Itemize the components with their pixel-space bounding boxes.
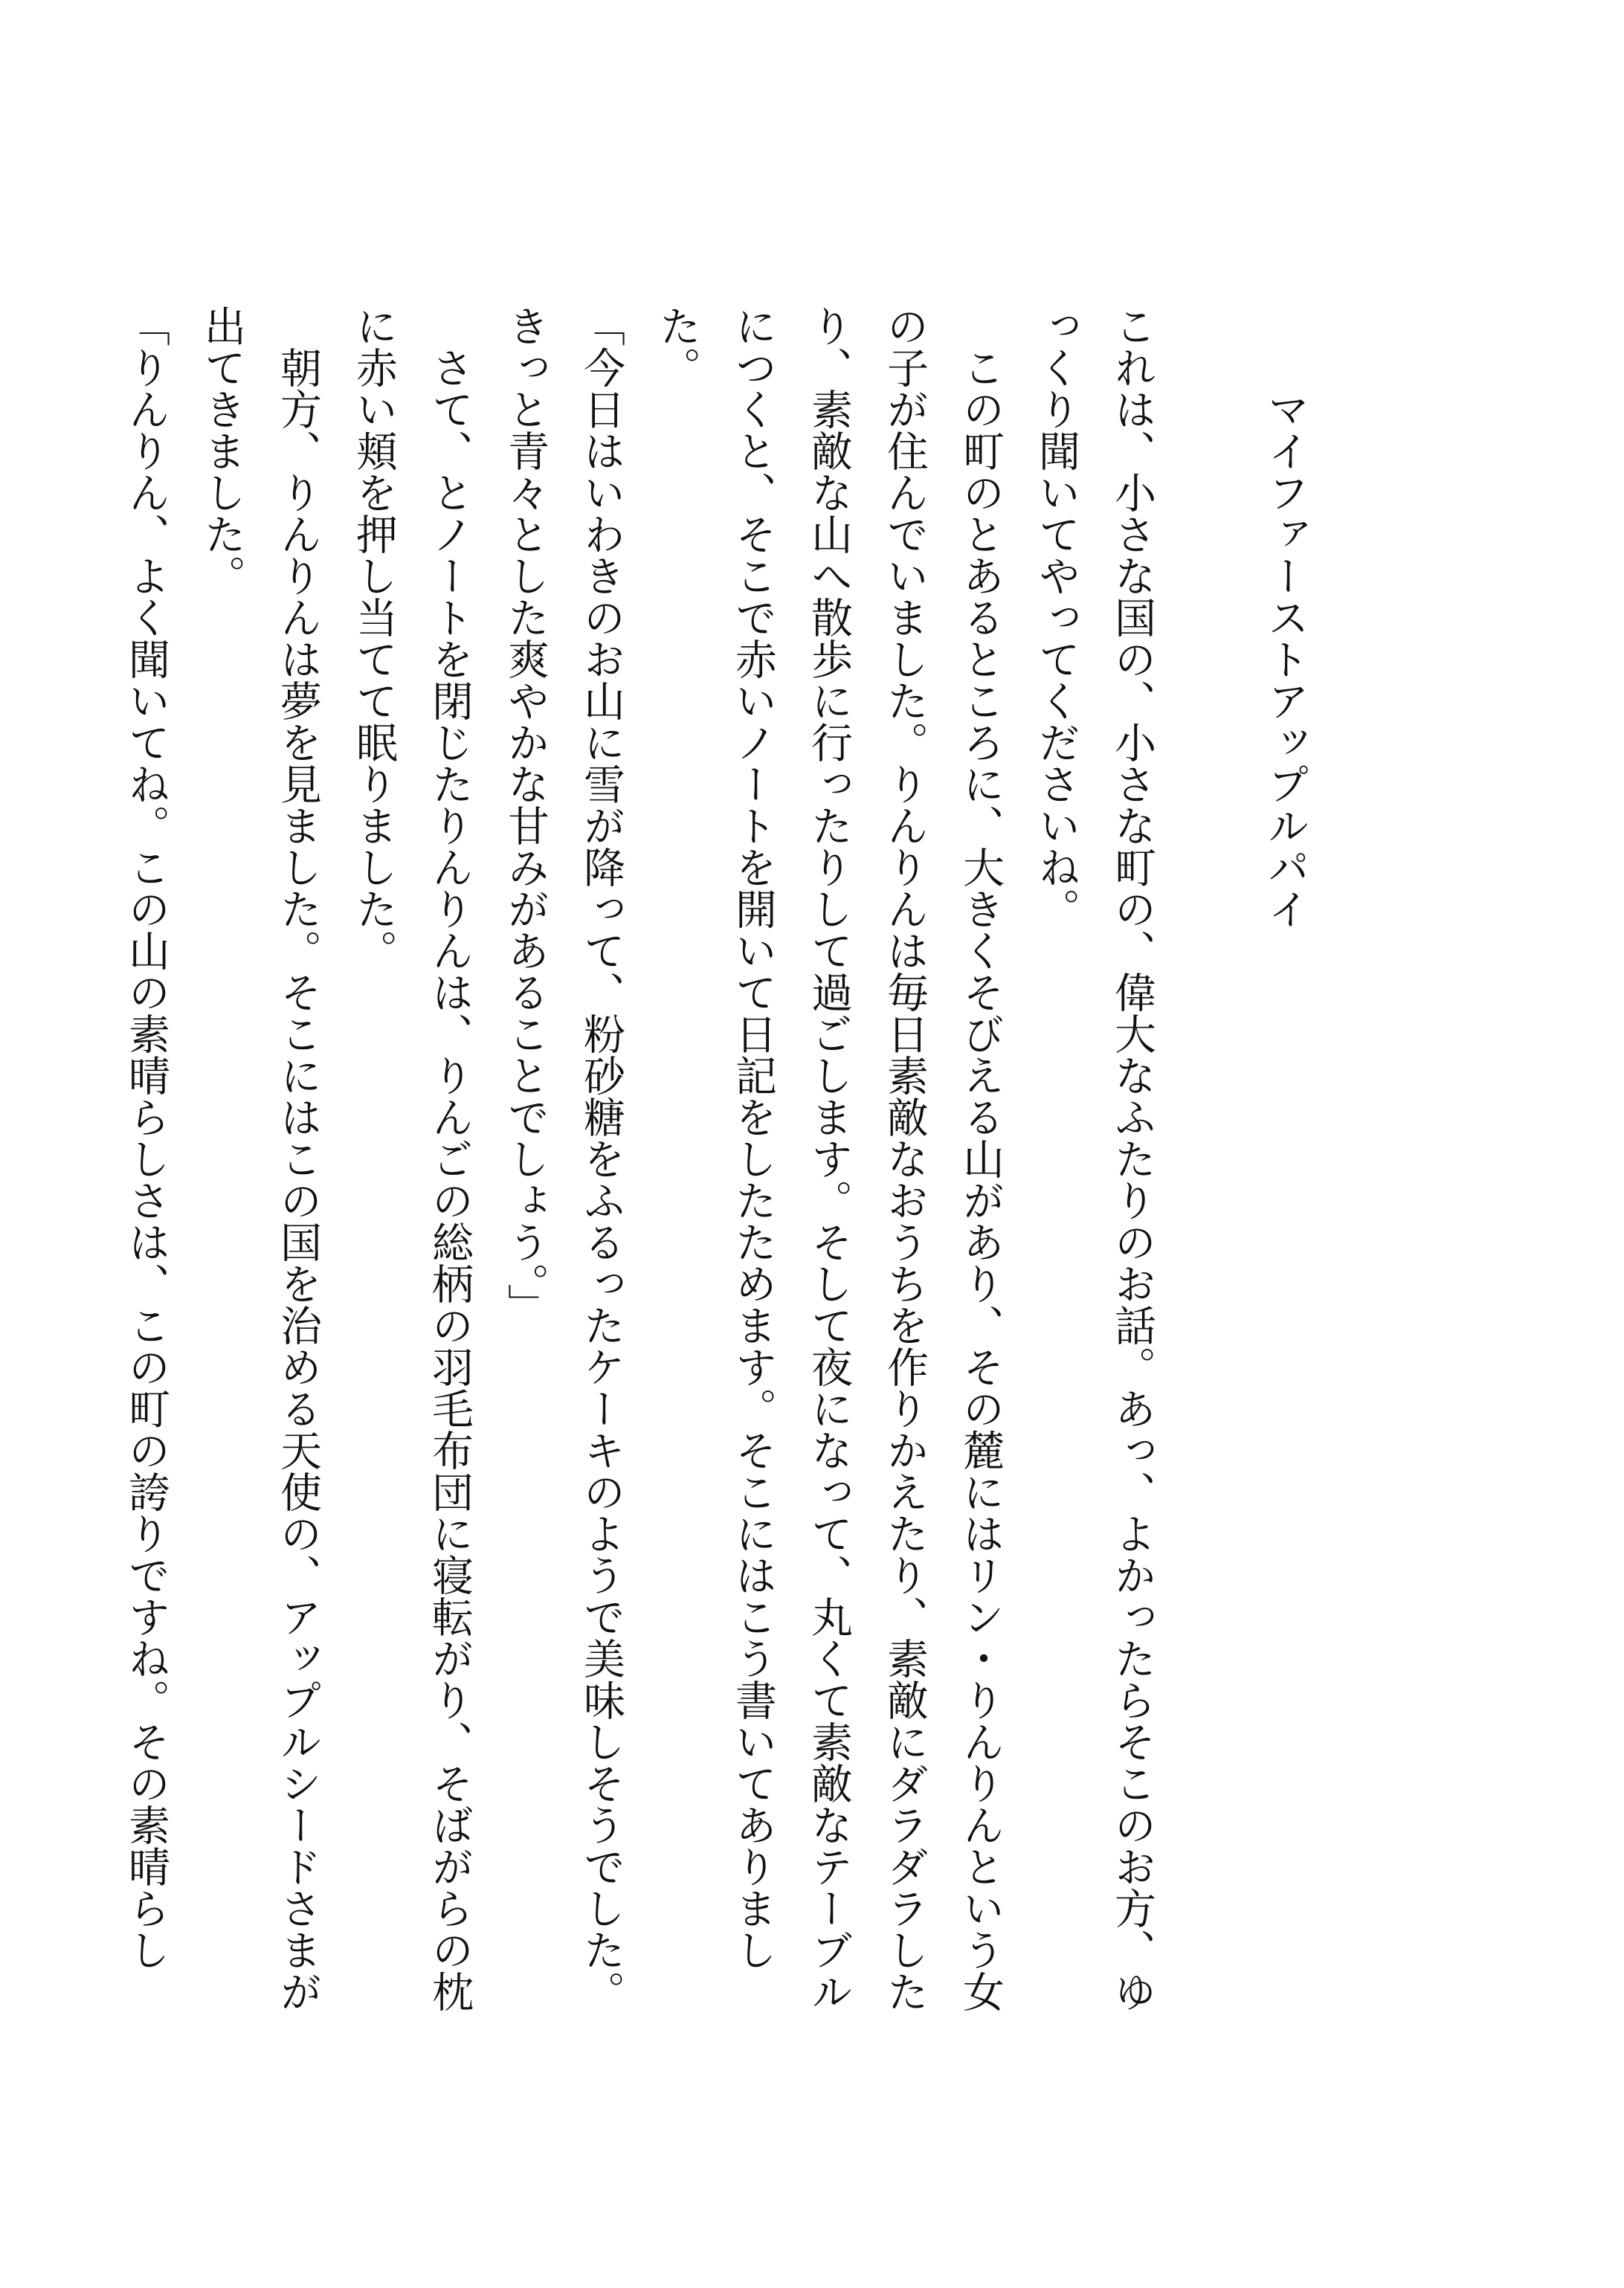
paragraph-6: 「りんりん、よく聞いてね。この山の素晴らしさは、この町の誇りですね。その素晴らし — [122, 305, 170, 1970]
paragraph-5: 朝方、りんりんは夢を見ました。そこにはこの国を治める天使の、アップルシードさまが出てきました。 — [198, 305, 322, 2012]
paragraph-4: さて、とノートを閉じたりんりんは、りんごの総柄の羽毛布団に寝転がり、そばがらの枕に赤い頬を押し当てて眠りました。 — [349, 305, 474, 2012]
paragraph-1: これは、小さな国の、小さな町の、偉大なふたりのお話。あっ、よかったらそこのお方、ゆっくり聞いてやってくださいね。 — [1032, 305, 1156, 2012]
vertical-text-block — [108, 305, 1323, 2030]
paragraph-3: 「今日はいわきのお山に雪が降って、粉砂糖をふるったケーキのようで美味しそうでした。きっと青々とした爽やかな甘みがあることでしょう。」 — [501, 305, 625, 2012]
story-title: マイファーストアップルパイ — [1261, 388, 1309, 929]
paragraph-2: この町のとあるところに、大きくそびえる山があり、その麓にはリン・りんりんという女の子が住んでいました。りんりんは毎日素敵なおうちを作りかえたり、素敵にダラダラしたり、素敵な山へ散歩に行ったりして過ごします。そして夜になって、丸くて素敵なテーブルにつくと、そこで赤いノートを開いて日記をしたためます。そこにはこう書いてありました。 — [653, 305, 1005, 2012]
